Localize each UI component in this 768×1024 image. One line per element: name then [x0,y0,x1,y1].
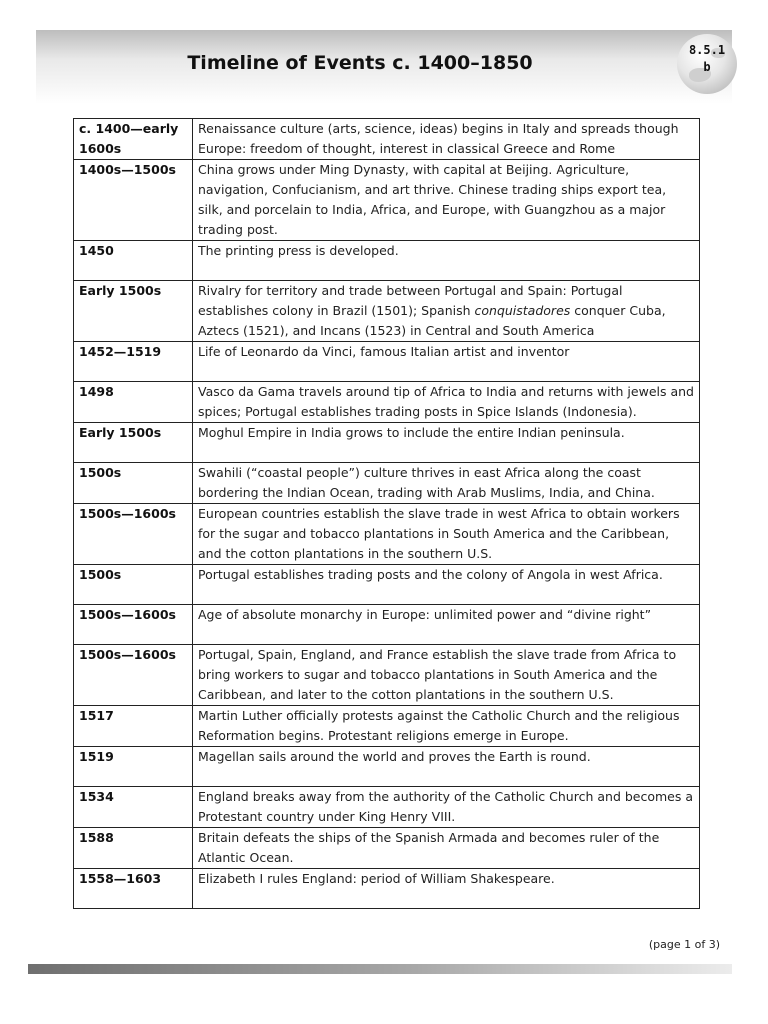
table-row [74,747,700,787]
event-cell: Life of Leonardo da Vinci, famous Italian artist and inventor [193,342,700,382]
date-cell: 1588 [74,828,193,869]
event-cell: Renaissance culture (arts, science, ideas) begins in Italy and spreads though Europe: freedom of thought, interest in classical Greece and Rome [193,119,700,160]
event-cell: Britain defeats the ships of the Spanish Armada and becomes ruler of the Atlantic Ocean. [193,828,700,869]
date-cell: 1498 [74,382,193,423]
table-row [74,241,700,281]
lesson-code-line1: 8.5.1 [688,43,726,57]
table-row [74,645,700,706]
date-cell: 1400s—1500s [74,160,193,241]
table-row [74,281,700,342]
table-row [74,160,700,241]
event-text-italic: conquistadores [474,303,571,318]
event-cell: European countries establish the slave trade in west Africa to obtain workers for the sugar and tobacco plantations in South America and the Caribbean, and the cotton plantations in the southern U.S. [193,504,700,565]
event-cell: Swahili (“coastal people”) culture thrives in east Africa along the coast bordering the Indian Ocean, trading with Arab Muslims, India, and China. [193,463,700,504]
event-cell [193,281,700,342]
page-title: Timeline of Events c. 1400–1850 [187,52,533,74]
event-cell: England breaks away from the authority of the Catholic Church and becomes a Protestant country under King Henry VIII. [193,787,700,828]
date-cell: 1452—1519 [74,342,193,382]
date-cell: 1500s—1600s [74,605,193,645]
table-row [74,504,700,565]
event-cell: Elizabeth I rules England: period of William Shakespeare. [193,869,700,909]
date-cell: 1558—1603 [74,869,193,909]
date-cell: 1500s—1600s [74,645,193,706]
date-cell: 1500s [74,463,193,504]
table-row [74,828,700,869]
date-cell: 1519 [74,747,193,787]
date-cell: 1517 [74,706,193,747]
timeline-table [73,118,700,909]
table-row [74,423,700,463]
date-cell: 1450 [74,241,193,281]
table-row [74,342,700,382]
page-number: (page 1 of 3) [648,938,720,951]
table-row [74,382,700,423]
date-cell: 1500s [74,565,193,605]
table-row [74,869,700,909]
lesson-code-line2: b [703,60,711,74]
date-cell: 1500s—1600s [74,504,193,565]
date-cell: Early 1500s [74,423,193,463]
table-row [74,119,700,160]
footer-bar [28,964,732,974]
event-cell: Magellan sails around the world and proves the Earth is round. [193,747,700,787]
event-text: conquer Cuba, Aztecs (1521), and Incans (1523) in Central and South America [198,303,666,338]
event-text: Rivalry for territory and trade between Portugal and Spain: Portugal establishes colony in Brazil (1501); Spanish [198,283,623,318]
event-cell: The printing press is developed. [193,241,700,281]
event-cell: Age of absolute monarchy in Europe: unlimited power and “divine right” [193,605,700,645]
table-row [74,605,700,645]
event-cell: China grows under Ming Dynasty, with capital at Beijing. Agriculture, navigation, Confucianism, and art thrive. Chinese trading ships export tea, silk, and porcelain to India, Africa, and Europe, with Guangzhou as a major trading post. [193,160,700,241]
event-cell: Martin Luther officially protests against the Catholic Church and the religious Reformation begins. Protestant religions emerge in Europe. [193,706,700,747]
lesson-code [677,42,737,76]
table-row [74,463,700,504]
table-row [74,706,700,747]
table-row [74,565,700,605]
globe-icon [677,34,737,94]
event-cell: Moghul Empire in India grows to include the entire Indian peninsula. [193,423,700,463]
date-cell: Early 1500s [74,281,193,342]
date-cell: 1534 [74,787,193,828]
event-cell: Portugal, Spain, England, and France establish the slave trade from Africa to bring workers to sugar and tobacco plantations in South America and the Caribbean, and later to the cotton plantations in the southern U.S. [193,645,700,706]
date-cell: c. 1400—early 1600s [74,119,193,160]
event-cell: Portugal establishes trading posts and the colony of Angola in west Africa. [193,565,700,605]
table-row [74,787,700,828]
event-cell: Vasco da Gama travels around tip of Africa to India and returns with jewels and spices; Portugal establishes trading posts in Spice Islands (Indonesia). [193,382,700,423]
